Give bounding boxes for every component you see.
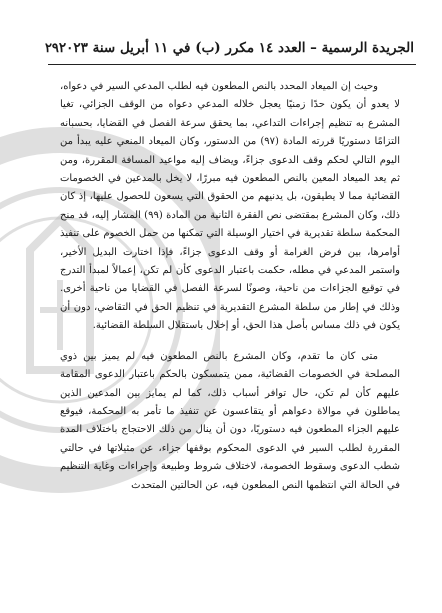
document-body bbox=[60, 78, 400, 495]
paragraph: وحيث إن الميعاد المحدد بالنص المطعون فيه لطلب المدعي السير في دعواه، لا يعدو أن يكون حدًا زمنيًا يعجل خلاله المدعي دعواه من الوقف الجزائي، تغيا المشرع به تنظيم إجراءات التداعي، بما يحقق سرعة الفصل في القضايا، بحسبانه التزامًا دستوريًا قررته المادة (٩٧) من الدستور، وكان الميعاد المنعي عليه يبدأ من اليوم التالي لحكم وقف الدعوى جزاءً، ويضاف إليه مواعيد المسافة المقررة، ومن ثم يعد الميعاد المعين بالنص المطعون فيه مبررًا، لا يخل بالمدعين في الخصومات القضائية مما لا يطيقون، بل يدنيهم من الحقوق التي يسعون للحصول عليها، إذ كان ذلك، وكان المشرع بمقتضى نص الفقرة الثانية من المادة (٩٩) المشار إليه، قد منح المحكمة سلطة تقديرية في اختيار الوسيلة التي تمكنها من حمل الخصوم على تنفيذ أوامرها، بين فرض الغرامة أو وقف الدعوى جزاءً، فإذا اختارت البديل الأخير، واستمر المدعي في مطله، حكمت باعتبار الدعوى كأن لم تكن، إعمالاً لمبدأ التدرج في توقيع الجزاءات من ناحية، وصونًا لسرعة الفصل في القضايا من ناحية أخرى. وذلك في إطار من سلطة المشرع التقديرية في تنظيم الحق في التقاضي، دون أن يكون في ذلك مساس بأصل هذا الحق، أو إخلال باستقلال السلطة القضائية. bbox=[60, 81, 401, 332]
header-divider bbox=[48, 64, 416, 65]
page-number: ٢٩ bbox=[44, 41, 59, 56]
gazette-issue-title: الجريدة الرسمية – العدد ١٤ مكرر (ب) في ١١ أبريل سنة ٢٠٢٣ bbox=[58, 40, 414, 56]
paragraph: متى كان ما تقدم، وكان المشرع بالنص المطعون فيه لم يميز بين ذوي المصلحة في الخصومات القضائية، ممن يتمسكون بالحكم باعتبار الدعوى المقامة عليهم كأن لم تكن، حال توافر أسباب ذلك، كما لم يمايز بين المدعين الذين يماطلون في موالاة دعواهم أو يتقاعسون عن تنفيذ ما تأمر به المحكمة، فيوقع عليهم الجزاء المطعون فيه دستوريًا، دون أن ينال من ذلك الاحتجاج باختلاف المدة المقررة لطلب السير في الدعوى المحكوم بوقفها جزاء، عن مثيلاتها في حالتي شطب الدعوى وسقوط الخصومة، لاختلاف شروط وطبيعة وإجراءات وغاية التنظيم في الحالة التي انتظمها النص المطعون فيه، عن الحالتين المتحدث bbox=[60, 350, 400, 491]
page-header bbox=[44, 40, 414, 62]
